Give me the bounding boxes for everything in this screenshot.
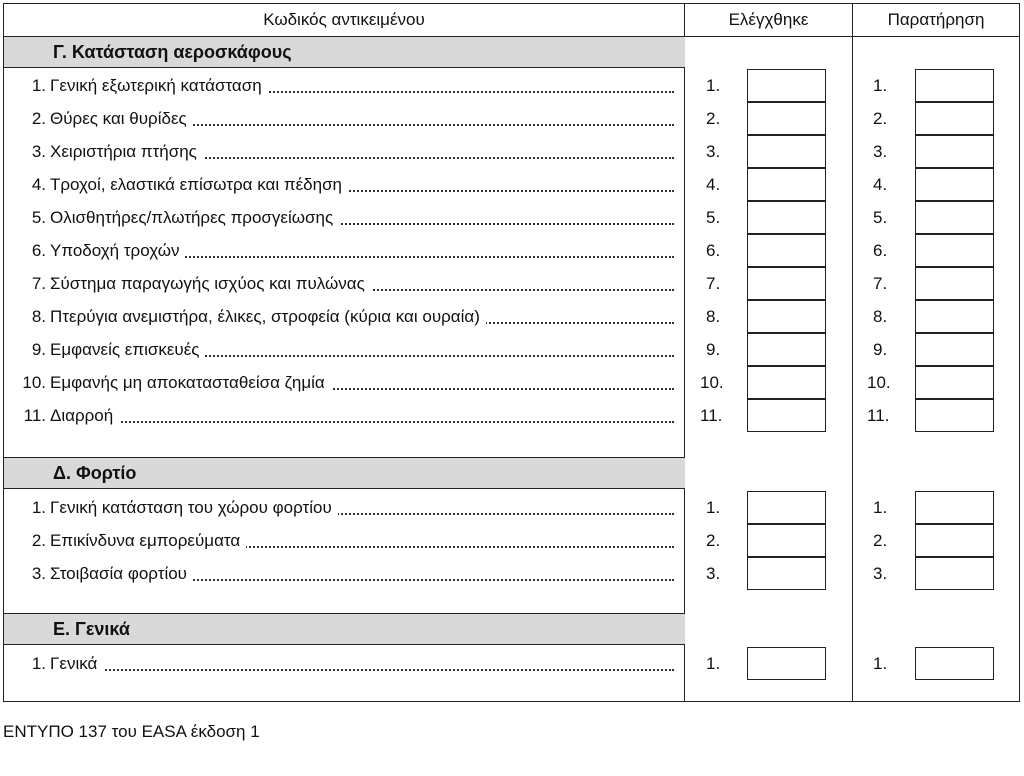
- checked-number: 8.: [706, 307, 721, 326]
- item-label: Πτερύγια ανεμιστήρα, έλικες, στροφεία (κύρια και ουραία): [50, 300, 674, 333]
- remark-field[interactable]: [915, 524, 994, 557]
- item-label: Χειριστήρια πτήσης: [50, 135, 674, 168]
- inspection-form: [3, 3, 1020, 702]
- remark-number: 3.: [873, 564, 888, 583]
- remark-field[interactable]: [915, 333, 994, 366]
- item-label: Επικίνδυνα εμπορεύματα: [50, 524, 674, 557]
- item-label: Γενική κατάσταση του χώρου φορτίου: [50, 491, 674, 524]
- checked-checkbox[interactable]: [747, 168, 826, 201]
- table-row: [4, 201, 1021, 234]
- checked-checkbox[interactable]: [747, 69, 826, 102]
- item-number: 4.: [31, 175, 46, 194]
- item-number: 2.: [31, 531, 46, 550]
- item-label: Θύρες και θυρίδες: [50, 102, 674, 135]
- table-row: [4, 647, 1021, 680]
- item-number: 7.: [31, 274, 46, 293]
- checked-number: 5.: [706, 208, 721, 227]
- checked-number: 10.: [700, 373, 724, 392]
- checked-number: 9.: [706, 340, 721, 359]
- item-number: 8.: [31, 307, 46, 326]
- checked-checkbox[interactable]: [747, 647, 826, 680]
- checked-checkbox[interactable]: [747, 267, 826, 300]
- checked-checkbox[interactable]: [747, 366, 826, 399]
- checked-checkbox[interactable]: [747, 234, 826, 267]
- table-row: [4, 102, 1021, 135]
- item-number: 6.: [31, 241, 46, 260]
- remark-field[interactable]: [915, 267, 994, 300]
- item-number: 5.: [31, 208, 46, 227]
- header-checked: Ελέγχθηκε: [728, 10, 809, 29]
- checked-checkbox[interactable]: [747, 399, 826, 432]
- remark-number: 10.: [867, 373, 891, 392]
- table-row: [4, 399, 1021, 432]
- remark-number: 9.: [873, 340, 888, 359]
- checked-number: 7.: [706, 274, 721, 293]
- section-header: [4, 613, 685, 645]
- table-row: [4, 524, 1021, 557]
- remark-number: 5.: [873, 208, 888, 227]
- remark-number: 1.: [873, 498, 888, 517]
- item-label: Σύστημα παραγωγής ισχύος και πυλώνας: [50, 267, 674, 300]
- item-number: 9.: [31, 340, 46, 359]
- table-row: [4, 267, 1021, 300]
- item-label: Εμφανείς επισκευές: [50, 333, 674, 366]
- remark-field[interactable]: [915, 102, 994, 135]
- checked-checkbox[interactable]: [747, 524, 826, 557]
- section-title: Γ. Κατάσταση αεροσκάφους: [53, 42, 292, 62]
- remark-field[interactable]: [915, 557, 994, 590]
- item-label: Στοιβασία φορτίου: [50, 557, 674, 590]
- checked-checkbox[interactable]: [747, 333, 826, 366]
- remark-number: 4.: [873, 175, 888, 194]
- remark-field[interactable]: [915, 399, 994, 432]
- remark-field[interactable]: [915, 201, 994, 234]
- remark-field[interactable]: [915, 300, 994, 333]
- remark-field[interactable]: [915, 366, 994, 399]
- table-row: [4, 333, 1021, 366]
- item-number: 1.: [31, 498, 46, 517]
- checked-checkbox[interactable]: [747, 201, 826, 234]
- checked-checkbox[interactable]: [747, 557, 826, 590]
- table-row: [4, 366, 1021, 399]
- checked-number: 2.: [706, 531, 721, 550]
- item-label: Γενική εξωτερική κατάσταση: [50, 69, 674, 102]
- remark-field[interactable]: [915, 168, 994, 201]
- table-row: [4, 69, 1021, 102]
- remark-field[interactable]: [915, 69, 994, 102]
- checked-checkbox[interactable]: [747, 491, 826, 524]
- item-label: Διαρροή: [50, 399, 674, 432]
- remark-number: 1.: [873, 76, 888, 95]
- remark-number: 6.: [873, 241, 888, 260]
- item-number: 3.: [31, 564, 46, 583]
- checked-number: 11.: [700, 406, 723, 425]
- remark-number: 8.: [873, 307, 888, 326]
- table-row: [4, 491, 1021, 524]
- item-number: 11.: [23, 406, 46, 425]
- table-row: [4, 234, 1021, 267]
- checked-number: 4.: [706, 175, 721, 194]
- section-header: [4, 457, 685, 489]
- section-header: [4, 36, 685, 68]
- table-row: [4, 300, 1021, 333]
- item-label: Εμφανής μη αποκατασταθείσα ζημία: [50, 366, 674, 399]
- remark-number: 7.: [873, 274, 888, 293]
- form-footer: ΕΝΤΥΠΟ 137 του EASA έκδοση 1: [3, 722, 260, 741]
- remark-number: 2.: [873, 109, 888, 128]
- remark-number: 11.: [867, 406, 890, 425]
- header-item-code: Κωδικός αντικειμένου: [263, 10, 425, 29]
- remark-field[interactable]: [915, 491, 994, 524]
- table-row: [4, 168, 1021, 201]
- item-number: 1.: [31, 654, 46, 673]
- checked-number: 3.: [706, 564, 721, 583]
- item-label: Γενικά: [50, 647, 674, 680]
- item-number: 3.: [31, 142, 46, 161]
- item-number: 2.: [31, 109, 46, 128]
- checked-checkbox[interactable]: [747, 135, 826, 168]
- item-label: Τροχοί, ελαστικά επίσωτρα και πέδηση: [50, 168, 674, 201]
- checked-number: 1.: [706, 654, 721, 673]
- section-title: Ε. Γενικά: [53, 619, 130, 639]
- item-number: 1.: [31, 76, 46, 95]
- section-title: Δ. Φορτίο: [53, 463, 137, 483]
- item-number: 10.: [22, 373, 46, 392]
- checked-checkbox[interactable]: [747, 300, 826, 333]
- checked-number: 3.: [706, 142, 721, 161]
- checked-checkbox[interactable]: [747, 102, 826, 135]
- checked-number: 2.: [706, 109, 721, 128]
- item-label: Υποδοχή τροχών: [50, 234, 674, 267]
- remark-field[interactable]: [915, 647, 994, 680]
- table-row: [4, 135, 1021, 168]
- remark-field[interactable]: [915, 234, 994, 267]
- header-remark: Παρατήρηση: [887, 10, 985, 29]
- table-row: [4, 557, 1021, 590]
- checked-number: 6.: [706, 241, 721, 260]
- remark-number: 3.: [873, 142, 888, 161]
- checked-number: 1.: [706, 76, 721, 95]
- remark-number: 1.: [873, 654, 888, 673]
- item-label: Ολισθητήρες/πλωτήρες προσγείωσης: [50, 201, 674, 234]
- remark-field[interactable]: [915, 135, 994, 168]
- checked-number: 1.: [706, 498, 721, 517]
- remark-number: 2.: [873, 531, 888, 550]
